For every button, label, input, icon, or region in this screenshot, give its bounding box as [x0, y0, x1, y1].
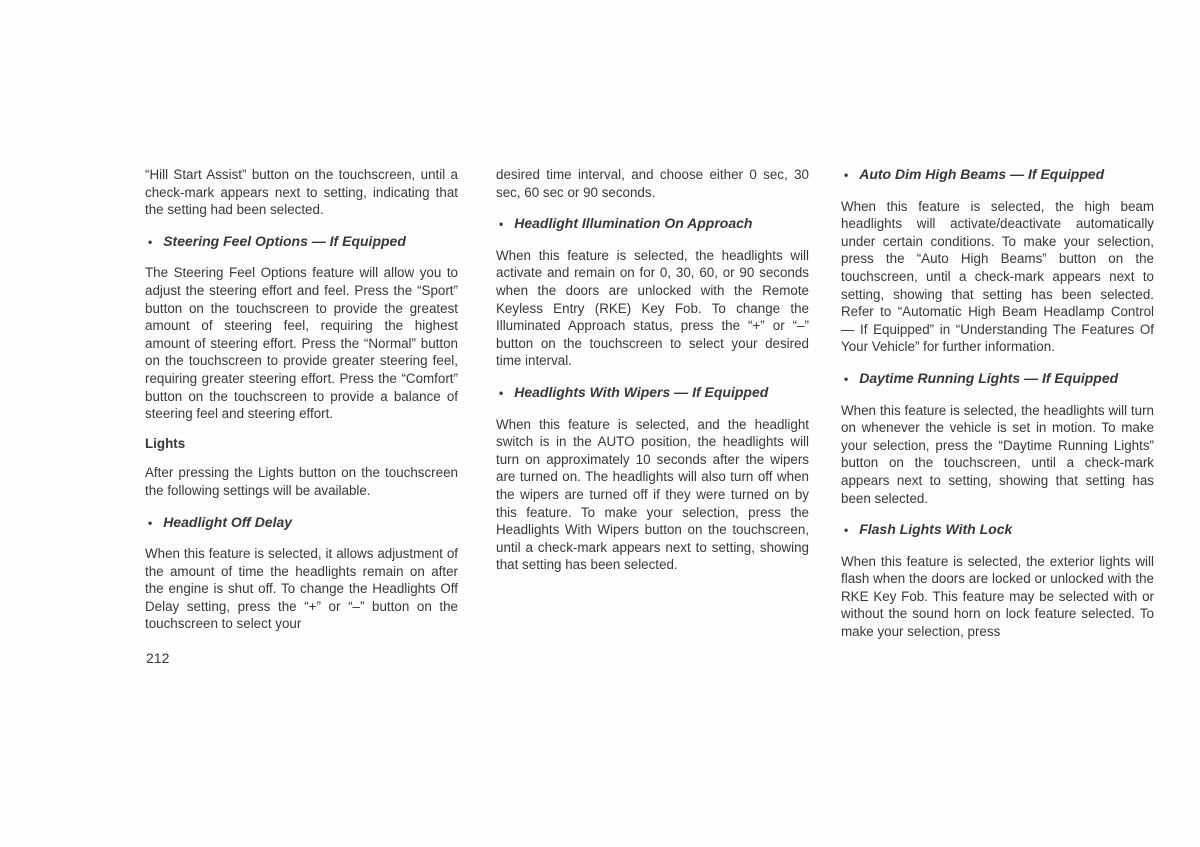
- bullet-heading-label: Headlights With Wipers — If Equipped: [514, 383, 769, 400]
- paragraph: When this feature is selected, and the headlight switch is in the AUTO position, the headlights will turn on approximately 10 seconds after the wipers are turned on. The headlights will also turn off when the wipers are turned off if they were turned on by this feature. To make your selection, press the Headlights With Wipers button on the touchscreen, until a check-mark appears next to setting, showing that setting has been selected.: [496, 416, 809, 573]
- paragraph: When this feature is selected, the exterior lights will flash when the doors are locked or unlocked with the RKE Key Fob. This feature may be selected with or without the sound horn on lock feature selected. To make your selection, press: [841, 553, 1154, 640]
- bullet-heading-auto-dim-high-beams: [841, 166, 1154, 185]
- bullet-icon: •: [499, 385, 504, 400]
- paragraph: The Steering Feel Options feature will allow you to adjust the steering effort and feel. Press the “Sport” button on the touchscreen to provide the greatest amount of steering feel, requiring the highest amount of steering effort. Press the “Normal” button on the touchscreen to provide greater steering feel, requiring greater steering effort. Press the “Comfort” button on the touchscreen to provide a balance of steering feel and steering effort.: [145, 265, 458, 422]
- bullet-icon: •: [844, 371, 849, 386]
- bullet-icon: •: [844, 523, 849, 538]
- bullet-heading-headlight-illumination: [496, 215, 809, 234]
- bullet-heading-label: Headlight Off Delay: [163, 513, 293, 530]
- column-right: [841, 166, 1154, 653]
- bullet-icon: •: [499, 217, 504, 232]
- paragraph: When this feature is selected, the high beam headlights will activate/deactivate automatically under certain conditions. To make your selection, press the “Auto High Beams” button on the touchscreen, until a check-mark appears next to setting, showing that setting has been selected. Refer to “Automatic High Beam Headlamp Control — If Equipped” in “Understanding The Features Of Your Vehicle” for further information.: [841, 198, 1154, 355]
- paragraph: After pressing the Lights button on the touchscreen the following settings will be available.: [145, 465, 458, 498]
- bullet-heading-headlight-off-delay: [145, 514, 458, 533]
- bullet-heading-daytime-running-lights: [841, 370, 1154, 389]
- bullet-heading-steering-feel-options: [145, 233, 458, 252]
- bullet-heading-label: Daytime Running Lights — If Equipped: [859, 369, 1119, 386]
- paragraph: “Hill Start Assist” button on the touchscreen, until a check-mark appears next to setting, indicating that the setting had been selected.: [145, 167, 458, 218]
- paragraph: When this feature is selected, it allows adjustment of the amount of time the headlights remain on after the engine is shut off. To change the Headlights Off Delay setting, press the “+” or “–” button on the touchscreen to select your: [145, 546, 458, 632]
- bullet-heading-label: Flash Lights With Lock: [859, 521, 1013, 538]
- bullet-heading-label: Headlight Illumination On Approach: [514, 215, 753, 232]
- paragraph: When this feature is selected, the headlights will turn on whenever the vehicle is set in motion. To make your selection, press the “Daytime Running Lights” button on the touchscreen, until a check-mark appears next to setting, showing that setting has been selected.: [841, 402, 1154, 506]
- column-middle: [496, 166, 809, 586]
- bullet-heading-headlights-with-wipers: [496, 384, 809, 403]
- page-number: 212: [146, 650, 170, 666]
- bullet-heading-label: Steering Feel Options — If Equipped: [163, 232, 406, 249]
- bullet-icon: •: [844, 168, 849, 182]
- bullet-heading-flash-lights-with-lock: [841, 521, 1154, 540]
- column-left: [145, 166, 458, 645]
- bullet-icon: •: [148, 234, 153, 249]
- paragraph: desired time interval, and choose either 0 sec, 30 sec, 60 sec or 90 seconds.: [496, 167, 809, 200]
- paragraph: When this feature is selected, the headlights will activate and remain on for 0, 30, 60, or 90 seconds when the doors are unlocked with the Remote Keyless Entry (RKE) Key Fob. To change the Illuminated Approach status, press the “+” or “–” button on the touchscreen to select your desired time interval.: [496, 247, 809, 369]
- bullet-heading-label: Auto Dim High Beams — If Equipped: [859, 166, 1105, 182]
- section-heading-lights: Lights: [145, 435, 186, 451]
- bullet-icon: •: [148, 515, 153, 530]
